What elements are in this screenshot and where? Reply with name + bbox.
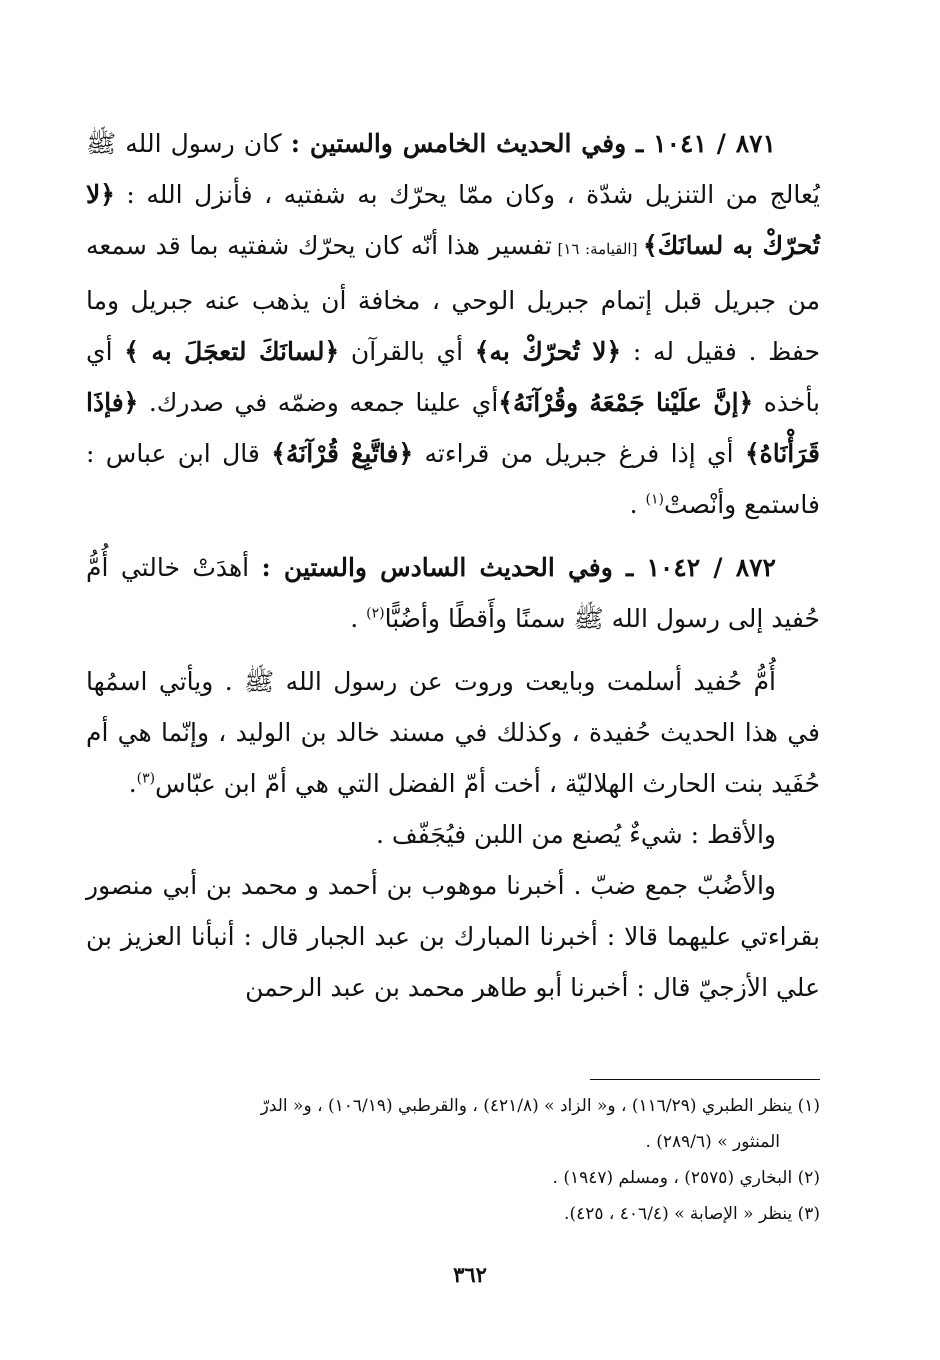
quran-quote: ﴿فاتَّبِعْ قُرْآنَهُ﴾: [271, 439, 414, 468]
text-segment: أي بالقرآن: [339, 337, 475, 366]
main-text: [86, 118, 820, 1013]
quran-quote: ﴿لسانَكَ لتعجَلَ به ﴾: [124, 337, 340, 366]
text-segment: .: [629, 490, 646, 519]
text-segment: .: [128, 769, 137, 798]
quran-quote: ﴿إنَّ علَيْنا جَمْعَهُ وقُرْآنَهُ﴾: [498, 388, 754, 417]
paragraph-umm-hufaid: [86, 656, 820, 809]
text-segment: أهدَتْ خالتي أُمُّ حُفيد إلى رسول الله ﷺ سمنًا وأَقطًا وأضُبًّا: [86, 553, 820, 633]
paragraph-aqit: والأقط : شيءٌ يُصنع من اللبن فيُجَفّف .: [376, 820, 776, 849]
paragraph-872: [86, 542, 820, 644]
quran-quote: ﴿لا تُحرّكْ به لسانَكَ﴾: [86, 180, 820, 260]
page-number: ٣٦٢: [453, 1262, 487, 1287]
text-segment: قال ابن عباس : فاستمع وأنْصتْ: [86, 439, 820, 519]
footnotes: [86, 1088, 820, 1232]
paragraph-871: [86, 118, 820, 530]
hadith-number-871: ٨٧١ / ١٠٤١ ـ وفي الحديث الخامس والستين :: [290, 129, 776, 158]
footnote-3: (٣) ينظر « الإصابة » (٤٠٦/٤ ، ٤٢٥).: [564, 1204, 820, 1224]
verse-reference: [القيامة: ١٦]: [551, 240, 643, 258]
footnote-1-continued: المنثور » (٢٨٩/٦) .: [645, 1132, 780, 1152]
text-segment: أي علينا جمعه وضمّه في صدرك.: [138, 388, 499, 417]
footnote-marker[interactable]: (١): [645, 491, 665, 508]
footnote-separator: [590, 1079, 820, 1080]
text-segment: تفسير هذا أنّه كان يحرّك شفتيه بما قد سمعه من جبريل قبل إتمام جبريل الوحي ، مخافة أن يذهب عنه جبريل وما حفظ . فقيل له :: [86, 231, 820, 366]
hadith-number-872: ٨٧٢ / ١٠٤٢ ـ وفي الحديث السادس والستين :: [261, 553, 776, 582]
paragraph-adubb: والأضُبّ جمع ضبّ . أخبرنا موهوب بن أحمد و محمد بن أبي منصور بقراءتي عليهما قالا : أخبرنا المبارك بن عبد الجبار قال : أنبأنا العزيز بن علي الأزجيّ قال : أخبرنا أبو طاهر محمد بن عبد الرحمن: [86, 871, 820, 1002]
text-segment: .: [350, 604, 367, 633]
text-segment: كان رسول الله ﷺ يُعالج من التنزيل شدّة ، وكان ممّا يحرّك به شفتيه ، فأنزل الله :: [86, 129, 820, 209]
footnote-2: (٢) البخاري (٢٥٧٥) ، ومسلم (١٩٤٧) .: [552, 1168, 820, 1188]
quran-quote: ﴿فإذَا قَرَأْنَاهُ﴾: [86, 388, 820, 468]
text-segment: أي بأخذه: [86, 337, 821, 417]
footnote-marker[interactable]: (٣): [136, 770, 156, 787]
footnote-1: (١) ينظر الطبري (١١٦/٢٩) ، و« الزاد » (٤٢١/٨) ، والقرطبي (١٠٦/١٩) ، و« الدرّ: [260, 1096, 820, 1116]
quran-quote: ﴿لا تُحرّكْ به﴾: [474, 337, 622, 366]
text-segment: أي إذا فرغ جبريل من قراءته: [413, 439, 745, 468]
text-segment: أُمُّ حُفيد أسلمت وبايعت وروت عن رسول الله ﷺ . ويأتي اسمُها في هذا الحديث حُفيدة ، وكذلك في مسند خالد بن الوليد ، وإنّما هي أم حُفَيد بنت الحارث الهلاليّة ، أخت أمّ الفضل التي هي أمّ ابن عبّاس: [86, 667, 820, 798]
footnote-marker[interactable]: (٢): [366, 605, 385, 622]
